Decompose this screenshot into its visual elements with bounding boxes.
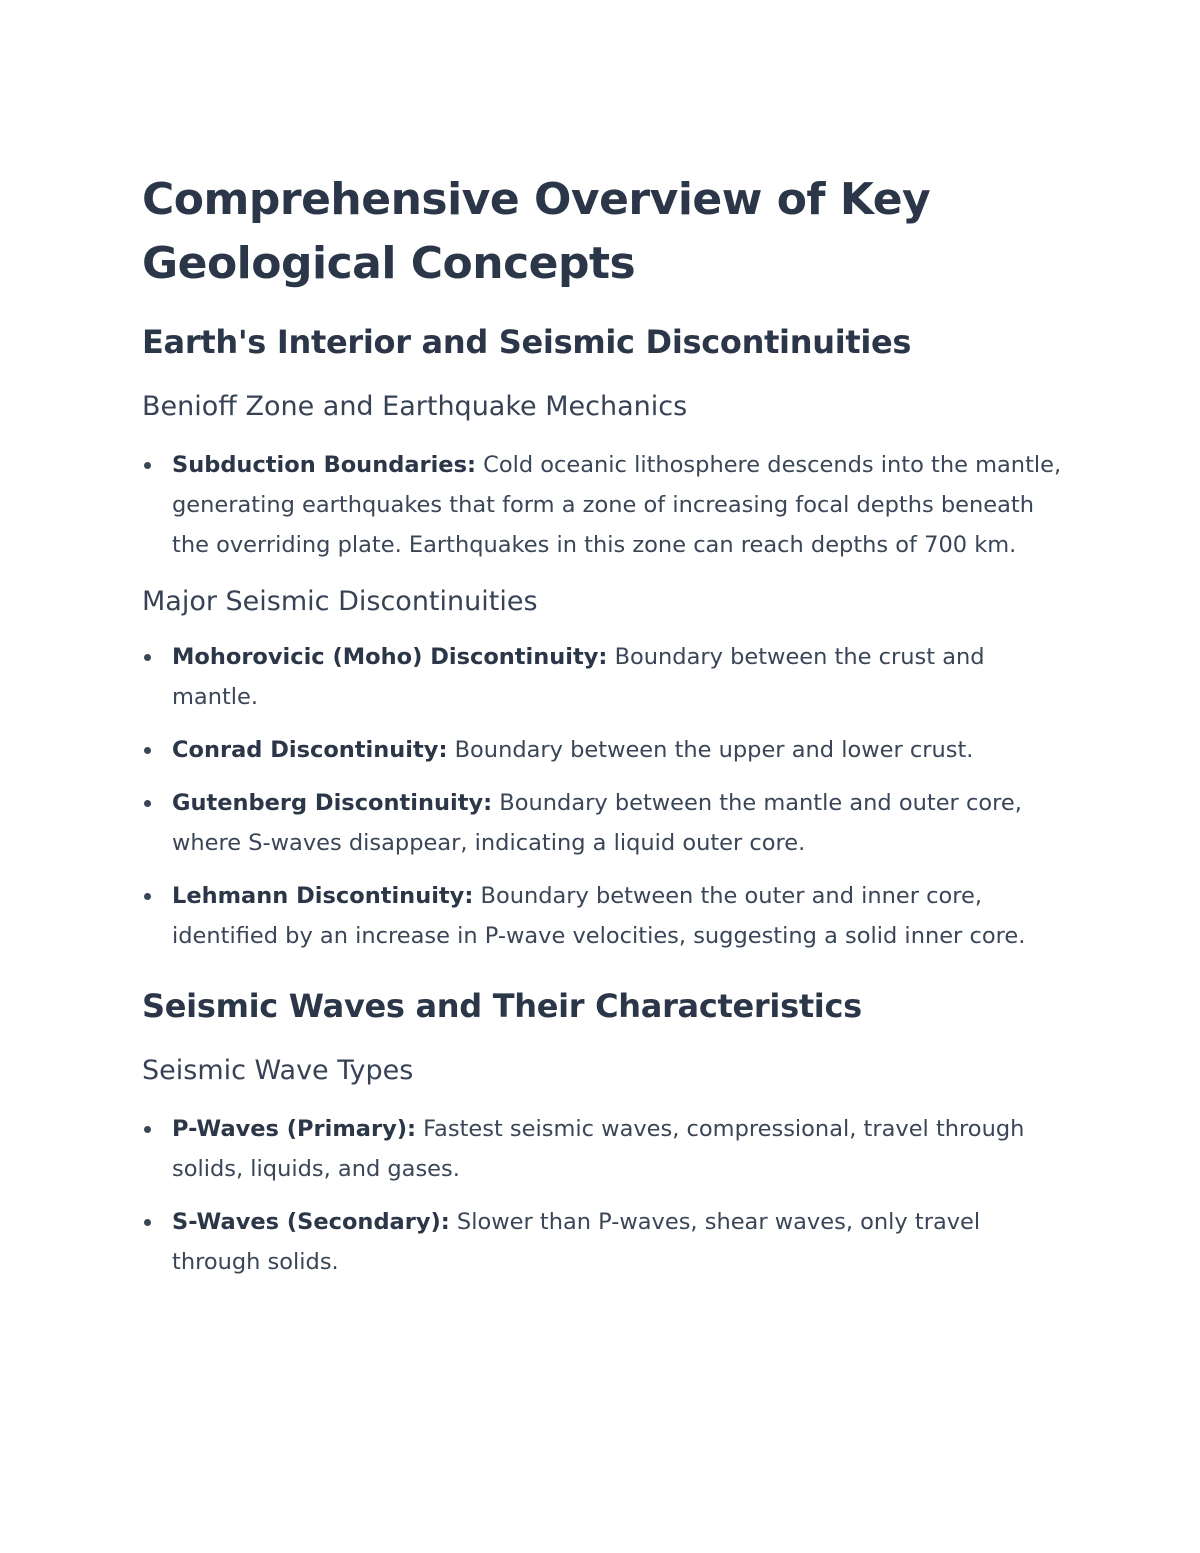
section-heading: Earth's Interior and Seismic Discontinuities [142, 323, 912, 361]
list-item [142, 445, 1062, 565]
list-item-term: P-Waves (Primary): [172, 1116, 417, 1142]
bullet-icon [144, 1126, 151, 1133]
bullet-list [142, 1109, 1062, 1282]
bullet-icon [144, 462, 151, 469]
list-item [142, 783, 1062, 863]
list-item-term: S-Waves (Secondary): [172, 1209, 450, 1235]
list-item [142, 637, 1062, 717]
bullet-icon [144, 747, 151, 754]
document-title: Comprehensive Overview of Key Geological Concepts [142, 174, 931, 289]
list-item-term: Mohorovicic (Moho) Discontinuity: [172, 644, 608, 670]
bullet-list [142, 637, 1062, 956]
list-item-term: Gutenberg Discontinuity: [172, 790, 493, 816]
list-item-term: Subduction Boundaries: [172, 452, 476, 478]
bullet-icon [144, 654, 151, 661]
bullet-icon [144, 1219, 151, 1226]
list-item-text: Fastest seismic waves, compressional, travel through solids, liquids, and gases. [172, 1116, 1025, 1182]
document-page [142, 168, 1062, 1282]
list-item-text: Boundary between the crust and mantle. [172, 644, 985, 710]
subsection-heading: Benioff Zone and Earthquake Mechanics [142, 391, 688, 422]
list-item-text: Slower than P-waves, shear waves, only travel through solids. [172, 1209, 981, 1275]
list-item [142, 1202, 1062, 1282]
list-item [142, 730, 1062, 770]
list-item [142, 1109, 1062, 1189]
section-heading: Seismic Waves and Their Characteristics [142, 987, 862, 1025]
subsection-heading: Seismic Wave Types [142, 1055, 414, 1086]
list-item-text: Cold oceanic lithosphere descends into the mantle, generating earthquakes that form a zone of increasing focal depths beneath the overriding plate. Earthquakes in this zone can reach depths of 700 km. [172, 452, 1062, 558]
bullet-list [142, 445, 1062, 565]
list-item-term: Conrad Discontinuity: [172, 737, 448, 763]
bullet-icon [144, 893, 151, 900]
list-item-text: Boundary between the mantle and outer core, where S-waves disappear, indicating a liquid outer core. [172, 790, 1022, 856]
subsection-heading: Major Seismic Discontinuities [142, 586, 538, 617]
list-item-text: Boundary between the upper and lower crust. [447, 737, 974, 763]
list-item-term: Lehmann Discontinuity: [172, 883, 474, 909]
list-item-text: Boundary between the outer and inner core, identified by an increase in P-wave velocities, suggesting a solid inner core. [172, 883, 1026, 949]
list-item [142, 876, 1062, 956]
bullet-icon [144, 800, 151, 807]
